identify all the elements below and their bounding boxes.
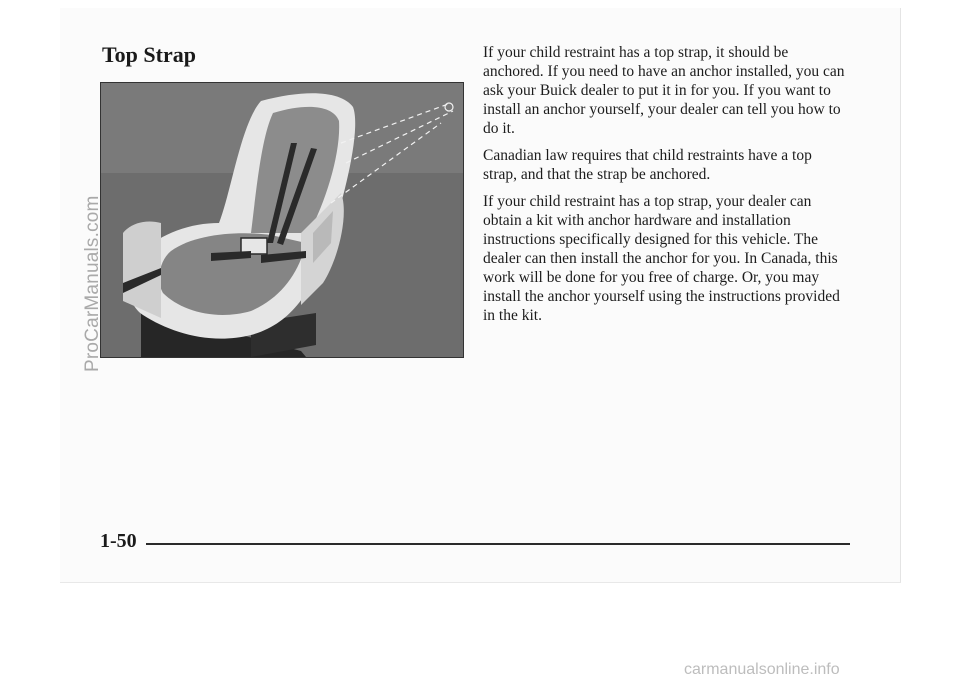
footer-site-watermark: carmanualsonline.info bbox=[684, 661, 840, 678]
section-heading: Top Strap bbox=[102, 42, 196, 67]
page-number: 1-50 bbox=[100, 530, 137, 552]
body-text bbox=[483, 43, 845, 333]
watermark-text: ProCarManuals.com bbox=[82, 195, 103, 372]
paragraph-3: If your child restraint has a top strap, your dealer can obtain a kit with anchor hardware and installation instructions specifically designed for this vehicle. The dealer can then install the anchor for you. In Canada, this work will be done for you free of charge. Or, you may install the anchor yourself using the instructions provided in the kit. bbox=[483, 193, 840, 324]
child-seat-drawing bbox=[101, 83, 463, 357]
paragraph-2: Canadian law requires that child restraints have a top strap, and that the strap be anchored. bbox=[483, 147, 812, 183]
paragraph-1: If your child restraint has a top strap, it should be anchored. If you need to have an anchor installed, you can ask your Buick dealer to put it in for you. If you want to install an anchor yourself, your dealer can tell you how to do it. bbox=[483, 44, 845, 137]
child-seat-illustration bbox=[100, 82, 464, 358]
footer-rule bbox=[146, 543, 850, 545]
